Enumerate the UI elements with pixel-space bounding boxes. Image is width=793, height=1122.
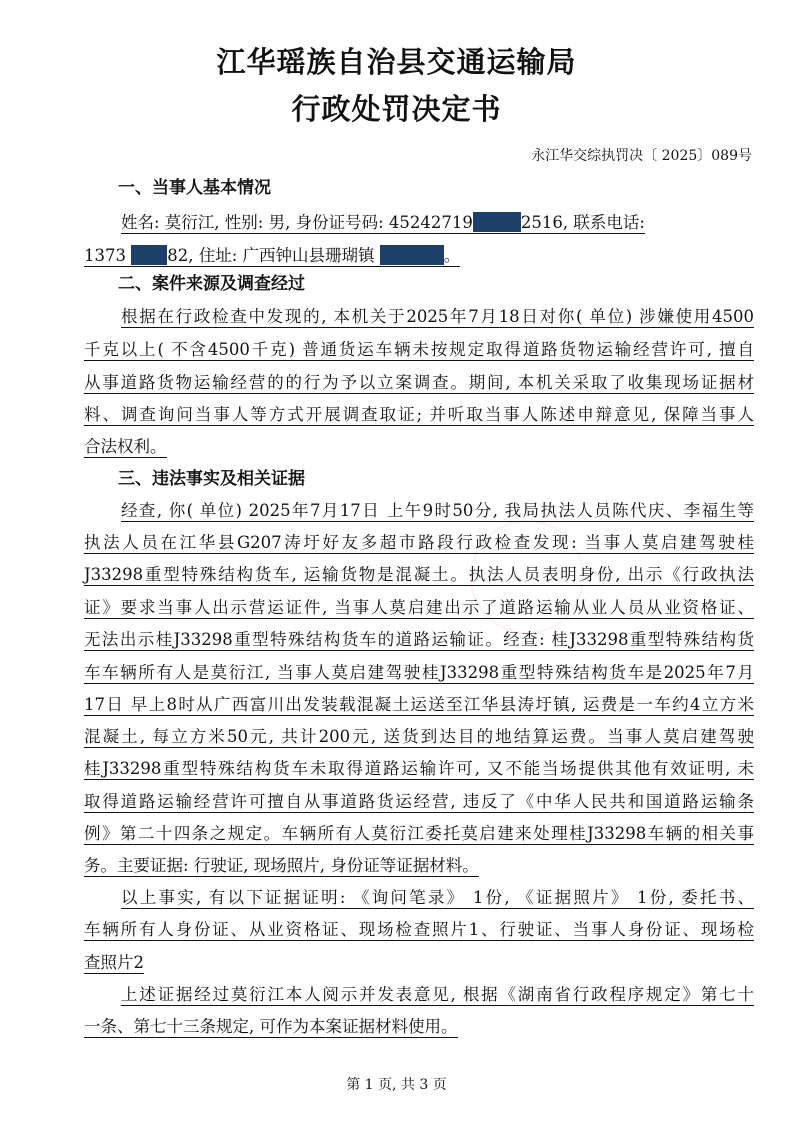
facts-line [84, 535, 754, 552]
underlined-text: 务。主要证据: 行驶证, 现场照片, 身份证等证据材料。 [84, 856, 479, 875]
underlined-text: 料、调查询问当事人等方式开展调查取证; 并听取当事人陈述申辩意见, 保障当事人 [84, 405, 754, 424]
facts-line [84, 858, 754, 875]
party-id-suffix-phone: 2516, 联系电话: [520, 213, 645, 232]
document-subtitle: 行政处罚决定书 [291, 92, 502, 126]
underlined-text: 上述证据经过莫衍江本人阅示并发表意见, 根据《湖南省行政程序规定》第七十 [121, 985, 754, 1004]
underlined-text: 以上事实, 有以下证据证明: 《询问笔录》 1份, 《证据照片》 1份, 委托书、 [121, 888, 754, 907]
facts-line [84, 600, 754, 617]
underlined-text: 查照片2 [84, 953, 144, 972]
facts-line [84, 567, 754, 584]
underlined-text: 取得道路运输经营许可擅自从事道路货运经营, 违反了《中华人民共和国道路运输条 [84, 792, 754, 811]
underlined-text: 千克以上( 不含4500千克) 普通货运车辆未按规定取得道路货物运输经营许可, 擅自 [84, 340, 754, 359]
party-address-end: 。 [443, 246, 461, 265]
evidence-review-line [84, 1019, 754, 1036]
facts-line [84, 761, 754, 778]
party-address: 82, 住址: 广西钟山县珊瑚镇 [167, 246, 375, 265]
document-title: 江华瑶族自治县交通运输局 [216, 45, 577, 79]
section-heading-party-info: 一、当事人基本情况 [118, 178, 271, 198]
underlined-text: 证》要求当事人出示营运证件, 当事人莫启建出示了道路运输从业人员从业资格证、 [84, 598, 754, 617]
underlined-text: 从事道路货物运输经营的的行为予以立案调查。期间, 本机关采取了收集现场证据材 [84, 373, 754, 392]
facts-line [84, 665, 754, 682]
underlined-text: 车车辆所有人是莫衍江, 当事人莫启建驾驶桂J33298重型特殊结构货车是2025年7月 [84, 663, 754, 682]
facts-line [84, 794, 754, 811]
evidence-review-line [121, 987, 754, 1004]
party-phone-prefix: 1373 [84, 246, 126, 265]
redaction-block [131, 245, 167, 265]
case-source-line [84, 439, 754, 456]
party-name-gender-id: 姓名: 莫衍江, 性别: 男, 身份证号码: 45242719 [121, 213, 473, 232]
underlined-text: 根据在行政检查中发现的, 本机关于2025年7月18日对你( 单位) 涉嫌使用4500 [121, 307, 754, 326]
underlined-text: 例》第二十四条之规定。车辆所有人莫衍江委托莫启建来处理桂J33298车辆的相关事 [84, 824, 754, 843]
section-heading-case-source: 二、案件来源及调查经过 [118, 274, 305, 294]
party-info-line-2 [84, 245, 754, 265]
underlined-text: 车辆所有人身份证、从业资格证、现场检查照片1、行驶证、当事人身份证、现场检 [84, 920, 754, 939]
underlined-text: 混凝土, 每立方米50元, 共计200元, 送货到达目的地结算运费。当事人莫启建驾驶 [84, 727, 754, 746]
underlined-text: 经查, 你( 单位) 2025年7月17日 上午9时50分, 我局执法人员陈代庆、李福生等 [121, 501, 754, 520]
case-source-line [121, 309, 754, 326]
evidence-line [84, 922, 754, 939]
document-number: 永江华交综执罚决〔 2025〕089号 [531, 148, 752, 164]
evidence-line [84, 955, 754, 972]
underlined-text: 17日 早上8时从广西富川出发装载混凝土运送至江华县涛圩镇, 运费是一车约4立方米 [84, 695, 754, 714]
facts-line [121, 503, 754, 520]
case-source-line [84, 407, 754, 424]
case-source-line [84, 342, 754, 359]
case-source-line [84, 375, 754, 392]
evidence-line [121, 890, 754, 907]
underlined-text: 一条、第七十三条规定, 可作为本案证据材料使用。 [84, 1017, 458, 1036]
party-info-line-1 [121, 212, 754, 232]
page-number: 第 1 页, 共 3 页 [346, 1077, 447, 1093]
redaction-block [473, 212, 521, 232]
underlined-text: 执法人员在江华县G207涛圩好友多超市路段行政检查发现: 当事人莫启建驾驶桂 [84, 533, 754, 552]
underlined-text: 无法出示桂J33298重型特殊结构货车的道路运输证。经查: 桂J33298重型特殊结构货 [84, 630, 754, 649]
underlined-text: 合法权利。 [84, 437, 167, 456]
underlined-text: J33298重型特殊结构货车, 运输货物是混凝土。执法人员表明身份, 出示《行政执法 [84, 565, 754, 584]
underlined-text: 桂J33298重型特殊结构货车未取得道路运输许可, 又不能当场提供其他有效证明, 未 [84, 759, 754, 778]
facts-line [84, 826, 754, 843]
facts-line [84, 697, 754, 714]
section-heading-facts-evidence: 三、违法事实及相关证据 [118, 469, 305, 489]
facts-line [84, 729, 754, 746]
redaction-block [380, 245, 444, 265]
facts-line [84, 632, 754, 649]
